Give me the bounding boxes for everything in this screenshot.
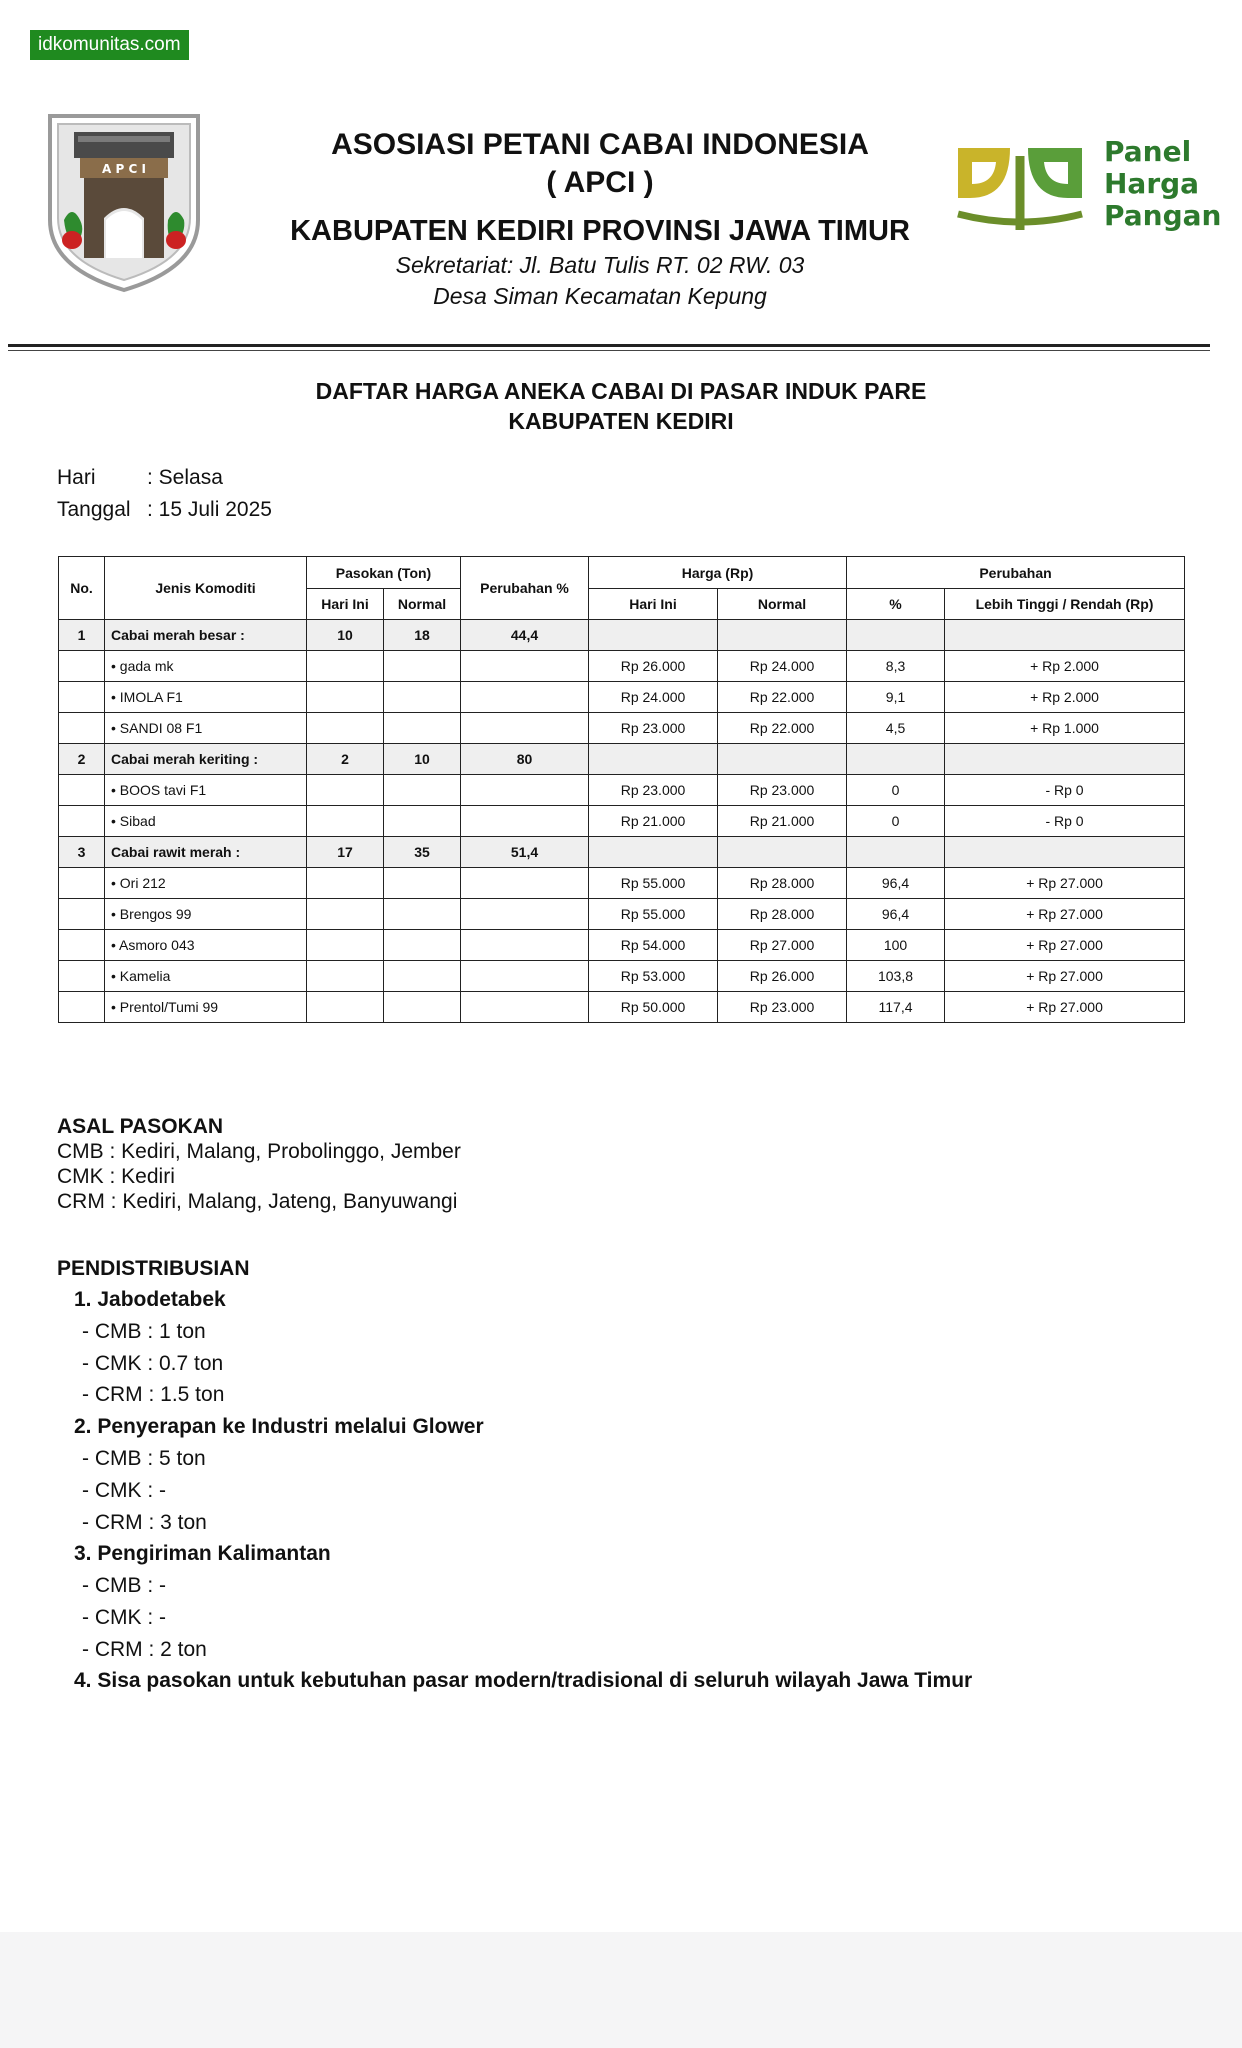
panel-harga-pangan-logo <box>950 134 1222 244</box>
price-diff: + Rp 27.000 <box>945 961 1185 992</box>
header-divider-thin <box>8 350 1210 351</box>
distribution-destination: 1. Jabodetabek <box>74 1288 226 1311</box>
pendistribusian-heading: PENDISTRIBUSIAN <box>57 1257 250 1280</box>
distribution-item: - CMB : 1 ton <box>82 1320 206 1343</box>
distribution-item: - CRM : 3 ton <box>82 1510 207 1534</box>
group-change-pct: 80 <box>461 744 589 775</box>
group-supply-normal: 10 <box>384 744 461 775</box>
price-today: Rp 23.000 <box>589 713 718 744</box>
variety-name: • Prentol/Tumi 99 <box>105 992 307 1023</box>
distribution-item: - CMB : 5 ton <box>82 1447 206 1471</box>
org-region: KABUPATEN KEDIRI PROVINSI JAWA TIMUR <box>290 215 910 247</box>
price-change-pct: 100 <box>847 930 945 961</box>
group-name: Cabai rawit merah : <box>105 837 307 868</box>
variety-name: • Sibad <box>105 806 307 837</box>
price-normal: Rp 23.000 <box>718 992 847 1023</box>
price-diff: - Rp 0 <box>945 775 1185 806</box>
table-row <box>59 775 1185 806</box>
price-today: Rp 53.000 <box>589 961 718 992</box>
price-normal: Rp 28.000 <box>718 868 847 899</box>
price-today: Rp 26.000 <box>589 651 718 682</box>
apci-logo <box>44 108 204 294</box>
price-normal: Rp 27.000 <box>718 930 847 961</box>
logo-line-harga: Harga <box>1104 167 1200 200</box>
price-normal: Rp 21.000 <box>718 806 847 837</box>
table-row <box>59 868 1185 899</box>
price-diff: + Rp 2.000 <box>945 651 1185 682</box>
group-supply-today: 10 <box>307 620 384 651</box>
price-today: Rp 24.000 <box>589 682 718 713</box>
variety-name: • Kamelia <box>105 961 307 992</box>
header-perubahan-persen: Perubahan % <box>461 557 589 620</box>
asal-pasokan-section <box>57 1114 461 1214</box>
group-no: 2 <box>59 744 105 775</box>
price-today: Rp 23.000 <box>589 775 718 806</box>
logo-line-pangan: Pangan <box>1104 199 1222 232</box>
distribution-destination: 3. Pengiriman Kalimantan <box>74 1542 331 1566</box>
asal-pasokan-line: CMB : Kediri, Malang, Probolinggo, Jember <box>57 1140 461 1163</box>
variety-name: • IMOLA F1 <box>105 682 307 713</box>
variety-name: • SANDI 08 F1 <box>105 713 307 744</box>
title-line-1: DAFTAR HARGA ANEKA CABAI DI PASAR INDUK PARE <box>315 378 927 404</box>
distribution-item: - CMB : - <box>82 1574 166 1598</box>
letterhead <box>230 126 970 312</box>
price-change-pct: 96,4 <box>847 899 945 930</box>
day-label: Hari <box>57 466 96 489</box>
price-today: Rp 21.000 <box>589 806 718 837</box>
header-pasokan: Pasokan (Ton) <box>307 557 461 589</box>
date-info <box>57 462 272 526</box>
price-change-pct: 96,4 <box>847 868 945 899</box>
price-diff: + Rp 2.000 <box>945 682 1185 713</box>
header-pasokan-normal: Normal <box>384 589 461 620</box>
price-diff: + Rp 27.000 <box>945 992 1185 1023</box>
header-perubahan-pct: % <box>847 589 945 620</box>
price-normal: Rp 22.000 <box>718 682 847 713</box>
header-harga: Harga (Rp) <box>589 557 847 589</box>
price-change-pct: 8,3 <box>847 651 945 682</box>
price-change-pct: 103,8 <box>847 961 945 992</box>
price-today: Rp 50.000 <box>589 992 718 1023</box>
day-value: : Selasa <box>147 466 223 489</box>
distribution-item: - CMK : - <box>82 1605 166 1629</box>
table-group-row <box>59 837 1185 868</box>
distribution-destination: 2. Penyerapan ke Industri melalui Glower <box>74 1415 484 1439</box>
price-diff: + Rp 27.000 <box>945 930 1185 961</box>
distribution-item: - CRM : 2 ton <box>82 1637 207 1661</box>
distribution-item: - CRM : 1.5 ton <box>82 1383 225 1407</box>
distribution-item: - CMK : 0.7 ton <box>82 1351 224 1375</box>
variety-name: • BOOS tavi F1 <box>105 775 307 806</box>
price-normal: Rp 26.000 <box>718 961 847 992</box>
header-jenis-komoditi: Jenis Komoditi <box>105 557 307 620</box>
table-row <box>59 806 1185 837</box>
watermark: idkomunitas.com <box>30 30 189 60</box>
price-today: Rp 54.000 <box>589 930 718 961</box>
header-harga-normal: Normal <box>718 589 847 620</box>
price-today: Rp 55.000 <box>589 899 718 930</box>
group-change-pct: 44,4 <box>461 620 589 651</box>
header-perubahan: Perubahan <box>847 557 1185 589</box>
price-normal: Rp 22.000 <box>718 713 847 744</box>
variety-name: • Ori 212 <box>105 868 307 899</box>
price-table <box>58 556 1185 1023</box>
asal-pasokan-line: CMK : Kediri <box>57 1165 175 1188</box>
org-name: ASOSIASI PETANI CABAI INDONESIA <box>331 128 869 161</box>
variety-name: • Asmoro 043 <box>105 930 307 961</box>
address-line-2: Desa Siman Kecamatan Kepung <box>433 283 767 309</box>
sprout-icon <box>950 134 1090 244</box>
asal-pasokan-heading: ASAL PASOKAN <box>57 1115 224 1138</box>
group-change-pct: 51,4 <box>461 837 589 868</box>
page-bottom-band <box>0 1932 1242 2048</box>
pendistribusian-section <box>57 1254 972 1697</box>
group-supply-normal: 18 <box>384 620 461 651</box>
group-name: Cabai merah besar : <box>105 620 307 651</box>
logo-line-panel: Panel <box>1104 135 1192 168</box>
document-title <box>0 376 1242 436</box>
price-change-pct: 4,5 <box>847 713 945 744</box>
group-supply-normal: 35 <box>384 837 461 868</box>
header-perubahan-rp: Lebih Tinggi / Rendah (Rp) <box>945 589 1185 620</box>
table-row <box>59 961 1185 992</box>
title-line-2: KABUPATEN KEDIRI <box>508 408 734 434</box>
table-row <box>59 713 1185 744</box>
table-row <box>59 899 1185 930</box>
price-normal: Rp 28.000 <box>718 899 847 930</box>
asal-pasokan-line: CRM : Kediri, Malang, Jateng, Banyuwangi <box>57 1190 458 1213</box>
price-change-pct: 0 <box>847 806 945 837</box>
price-diff: - Rp 0 <box>945 806 1185 837</box>
price-change-pct: 0 <box>847 775 945 806</box>
table-row <box>59 930 1185 961</box>
price-change-pct: 9,1 <box>847 682 945 713</box>
header-no: No. <box>59 557 105 620</box>
variety-name: • gada mk <box>105 651 307 682</box>
price-normal: Rp 23.000 <box>718 775 847 806</box>
group-no: 3 <box>59 837 105 868</box>
date-label: Tanggal <box>57 498 131 521</box>
distribution-destination: 4. Sisa pasokan untuk kebutuhan pasar modern/tradisional di seluruh wilayah Jawa Timur <box>74 1669 973 1693</box>
table-row <box>59 682 1185 713</box>
group-no: 1 <box>59 620 105 651</box>
date-value: : 15 Juli 2025 <box>147 498 272 521</box>
price-diff: + Rp 1.000 <box>945 713 1185 744</box>
org-abbrev: ( APCI ) <box>546 166 654 199</box>
distribution-item: - CMK : - <box>82 1478 166 1502</box>
group-supply-today: 2 <box>307 744 384 775</box>
table-row <box>59 992 1185 1023</box>
table-row <box>59 651 1185 682</box>
price-today: Rp 55.000 <box>589 868 718 899</box>
variety-name: • Brengos 99 <box>105 899 307 930</box>
price-diff: + Rp 27.000 <box>945 899 1185 930</box>
address-line-1: Sekretariat: Jl. Batu Tulis RT. 02 RW. 03 <box>395 252 805 278</box>
group-name: Cabai merah keriting : <box>105 744 307 775</box>
table-group-row <box>59 744 1185 775</box>
apci-logo-text: A P C I <box>102 162 146 176</box>
price-diff: + Rp 27.000 <box>945 868 1185 899</box>
price-normal: Rp 24.000 <box>718 651 847 682</box>
price-change-pct: 117,4 <box>847 992 945 1023</box>
group-supply-today: 17 <box>307 837 384 868</box>
header-harga-hari-ini: Hari Ini <box>589 589 718 620</box>
header-pasokan-hari-ini: Hari Ini <box>307 589 384 620</box>
header-divider-thick <box>8 344 1210 347</box>
table-group-row <box>59 620 1185 651</box>
